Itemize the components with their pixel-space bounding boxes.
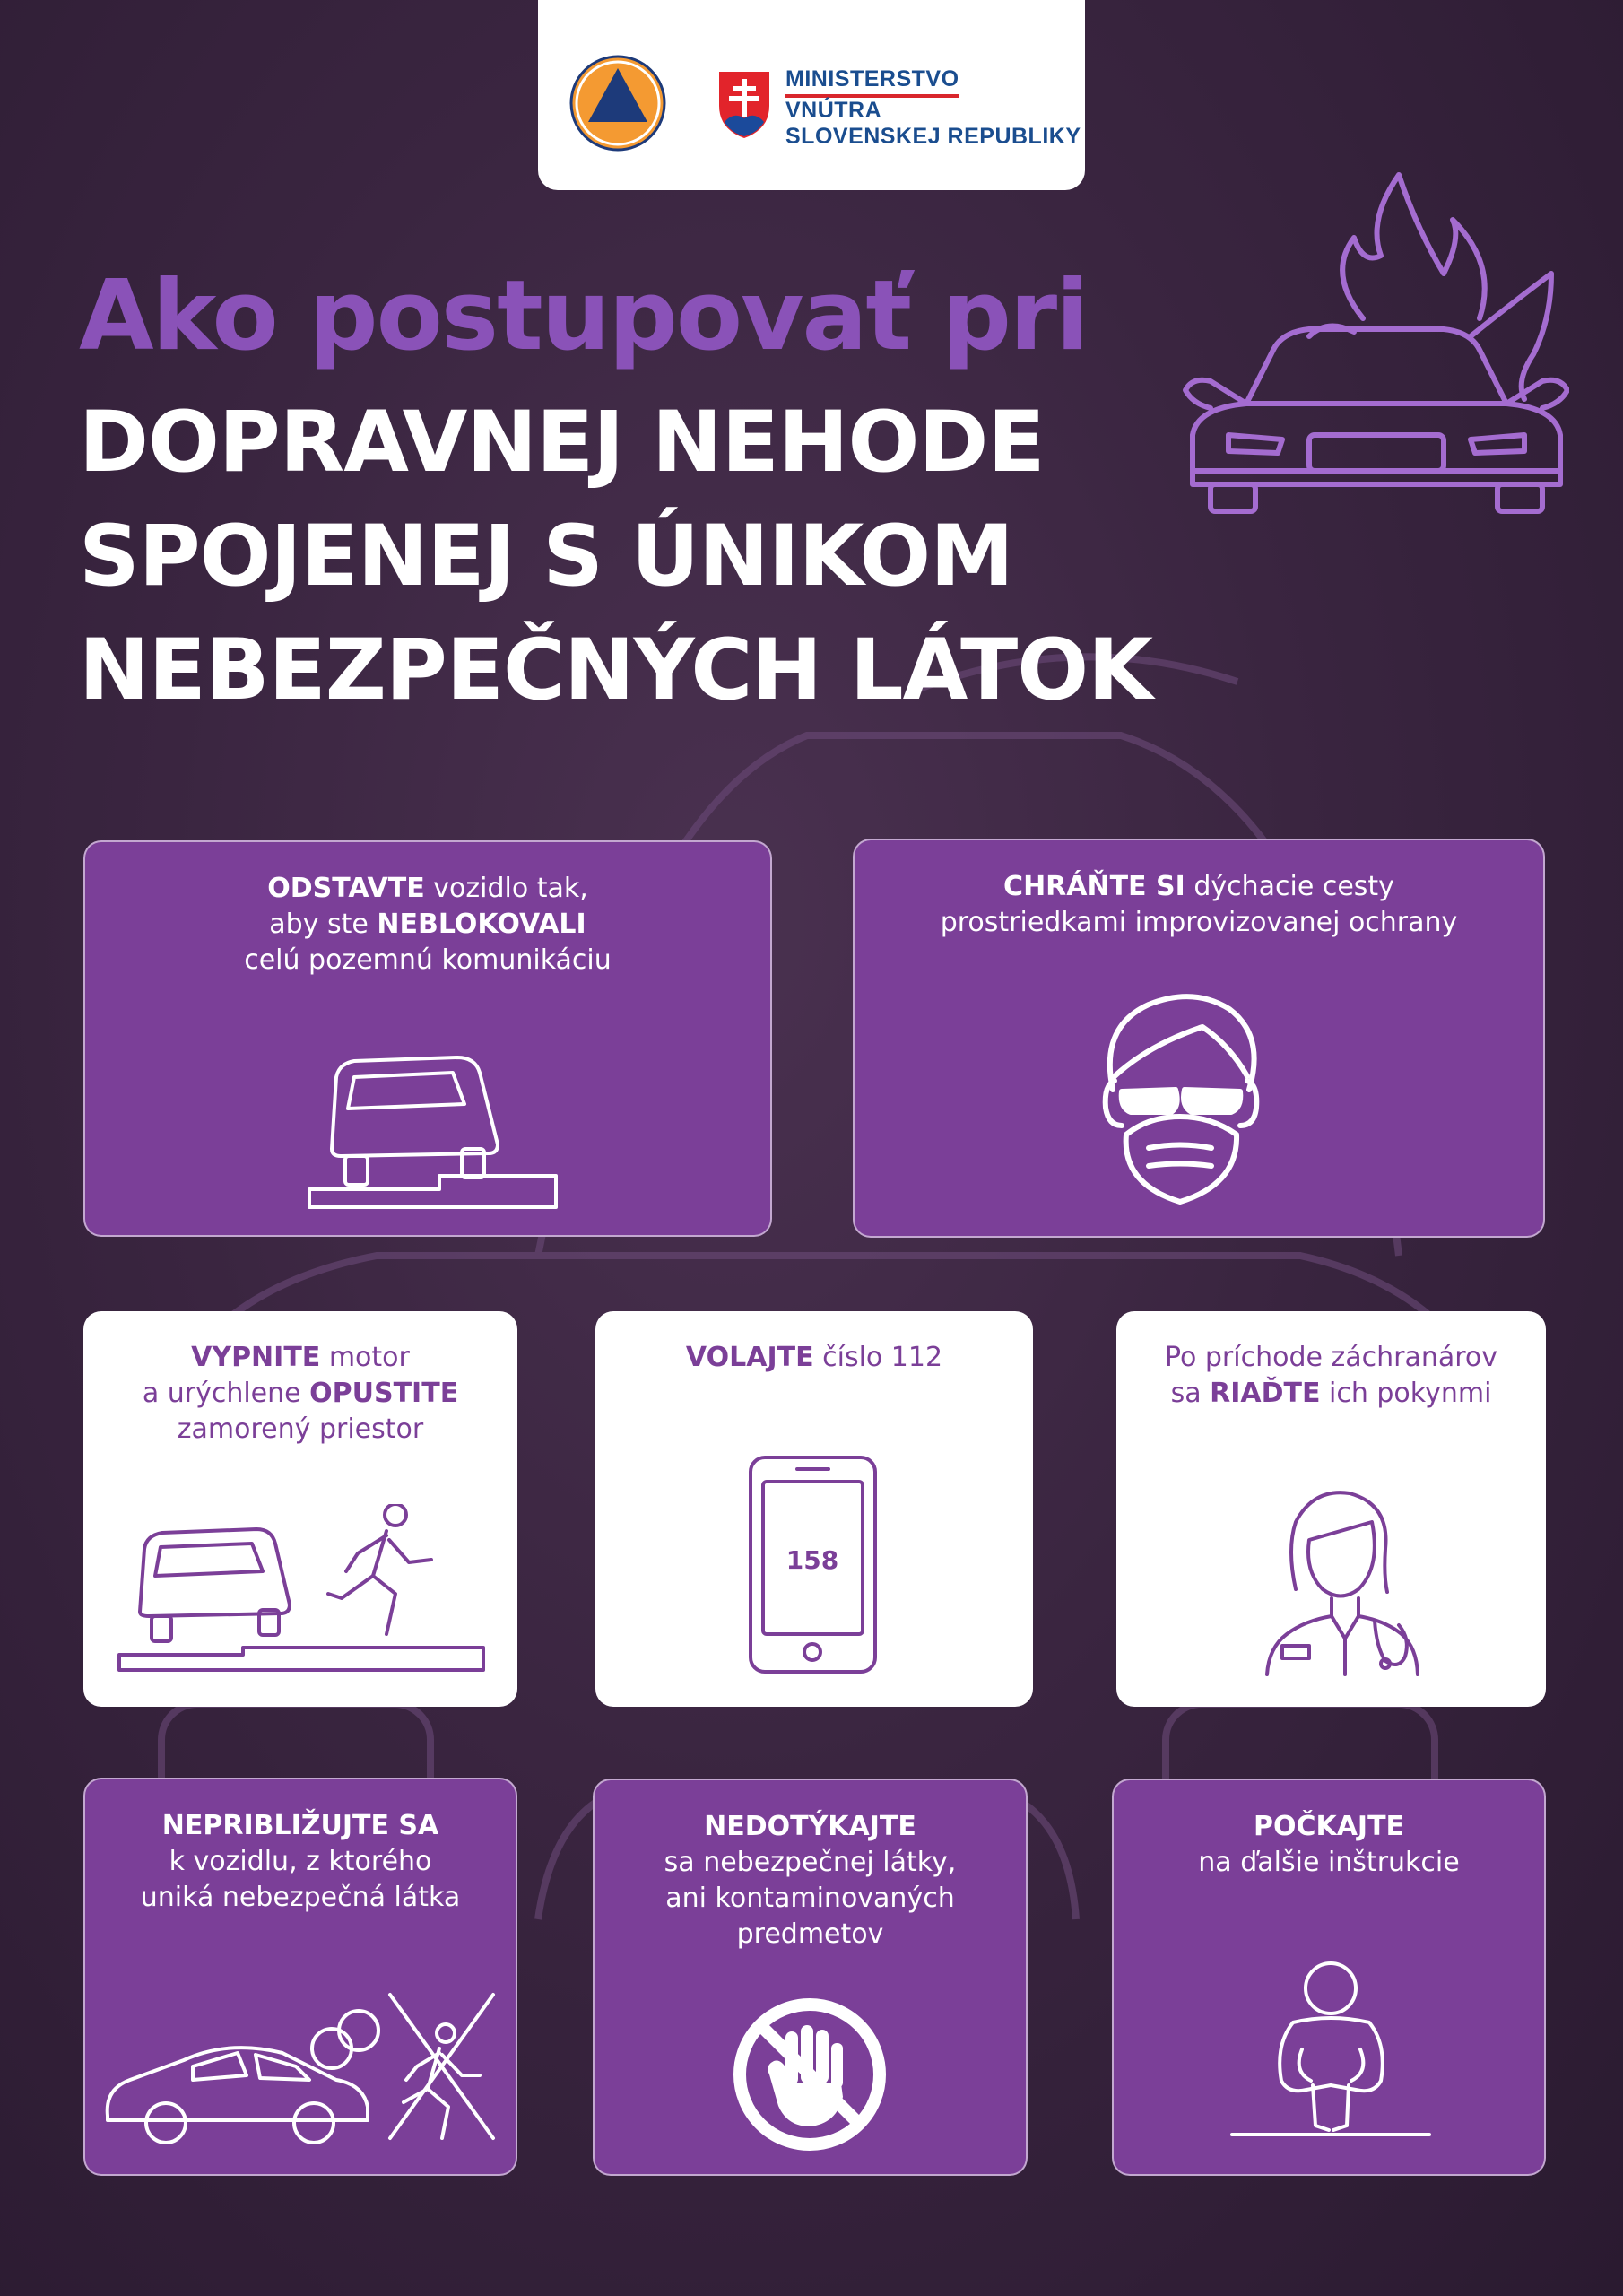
step-card-wait <box>1112 1779 1546 2176</box>
step-2-text-2: prostriedkami improvizovanej ochrany <box>940 907 1458 938</box>
phone-screen-number: 158 <box>785 1545 839 1575</box>
step-2-bold-1: CHRÁŇTE SI <box>1003 871 1185 902</box>
step-1-text-1: vozidlo tak, <box>424 873 588 904</box>
car-on-curb-icon <box>305 1041 565 1212</box>
phone-icon <box>748 1455 878 1674</box>
step-card-follow-rescuers <box>1116 1311 1546 1707</box>
step-3-text-2: a urýchlene <box>142 1378 310 1409</box>
step-1-bold-2: NEBLOKOVALI <box>377 909 586 940</box>
step-card-do-not-touch <box>593 1779 1028 2176</box>
step-7-text-2: ani kontaminovaných <box>665 1883 955 1914</box>
step-3-bold-2: OPUSTITE <box>309 1378 459 1409</box>
title-line-2: SPOJENEJ S ÚNIKOM <box>79 508 1013 605</box>
step-card-call-emergency <box>595 1311 1033 1707</box>
slovak-coat-of-arms-icon <box>717 70 771 140</box>
ministry-name-line2: VNÚTRA <box>785 98 882 123</box>
step-3-text-1: motor <box>320 1342 410 1373</box>
person-sitting-waiting-icon <box>1230 1960 1432 2144</box>
person-running-from-car-icon <box>117 1504 485 1674</box>
step-5-text-2: sa <box>1170 1378 1211 1409</box>
step-5-bold-1: RIAĎTE <box>1210 1378 1321 1409</box>
step-5-text-1: Po príchode záchranárov <box>1164 1342 1498 1373</box>
step-3-text-3: zamorený priestor <box>177 1413 424 1445</box>
step-3-bold-1: VYPNITE <box>191 1342 321 1373</box>
page-title <box>79 386 1245 727</box>
step-6-text-1: k vozidlu, z ktorého <box>169 1846 432 1877</box>
title-line-3: NEBEZPEČNÝCH LÁTOK <box>79 622 1152 719</box>
ministry-name-line3: SLOVENSKEJ REPUBLIKY <box>785 124 1081 149</box>
ministry-name-line1: MINISTERSTVO <box>785 66 959 98</box>
civil-protection-logo-icon <box>568 54 667 152</box>
step-1-text-2: aby ste <box>269 909 378 940</box>
face-mask-icon <box>1095 991 1265 1206</box>
step-card-turn-off-engine <box>83 1311 517 1707</box>
step-5-text-3: ich pokynmi <box>1320 1378 1492 1409</box>
burning-car-icon <box>1175 166 1569 570</box>
no-touch-hand-icon <box>729 1994 890 2155</box>
step-2-text-1: dýchacie cesty <box>1185 871 1394 902</box>
step-7-bold-1: NEDOTÝKAJTE <box>704 1811 916 1842</box>
title-subheading: Ako postupovať pri <box>79 260 1088 372</box>
step-card-park-vehicle <box>83 840 772 1237</box>
rescuer-icon <box>1260 1486 1421 1679</box>
step-7-text-1: sa nebezpečnej látky, <box>664 1847 957 1878</box>
step-4-text-1: číslo 112 <box>813 1342 943 1373</box>
step-7-text-3: predmetov <box>736 1918 884 1950</box>
title-line-1: DOPRAVNEJ NEHODE <box>79 394 1045 491</box>
no-approach-car-icon <box>103 1990 507 2161</box>
step-1-bold-1: ODSTAVTE <box>267 873 425 904</box>
step-6-bold-1: NEPRIBLIŽUJTE SA <box>161 1810 439 1841</box>
step-4-bold-1: VOLAJTE <box>685 1342 814 1373</box>
step-8-text-1: na ďalšie inštrukcie <box>1198 1847 1460 1878</box>
step-6-text-2: uniká nebezpečná látka <box>140 1882 461 1913</box>
ministry-name <box>785 66 1081 150</box>
header-logo-card <box>538 0 1085 190</box>
step-card-protect-airways <box>853 839 1545 1238</box>
step-card-do-not-approach <box>83 1778 517 2176</box>
step-8-bold-1: POČKAJTE <box>1253 1811 1405 1842</box>
step-1-text-3: celú pozemnú komunikáciu <box>244 944 612 976</box>
